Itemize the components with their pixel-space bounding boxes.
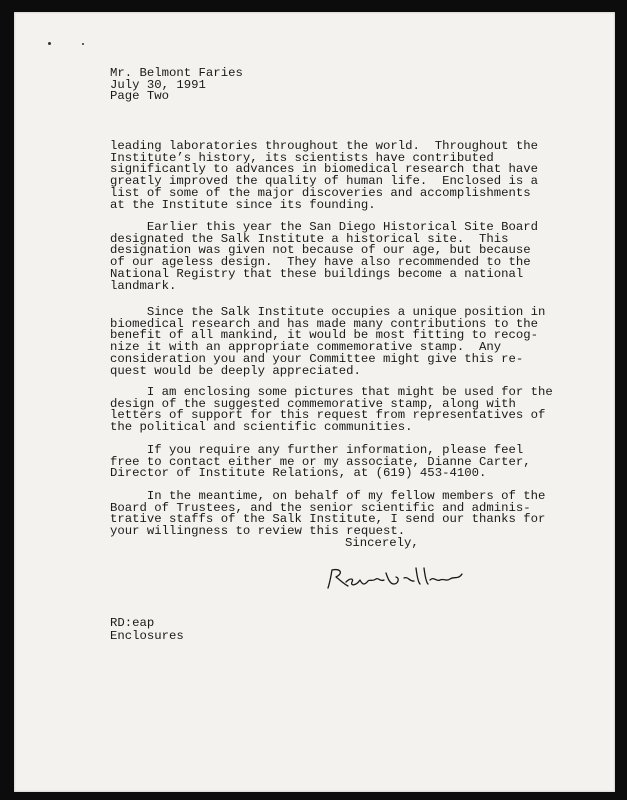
valediction: Sincerely,: [345, 536, 419, 550]
paragraph-1: leading laboratories throughout the world. Throughout the Institute’s history, its scientists have contributed significantly to advances in biomedical research that have greatly improved the quality of human life. Enclosed is a list of some of the major discoveries and accomplishments at the Institute since its founding.: [110, 139, 539, 212]
paper-speck: [82, 43, 84, 45]
letter-footer: [110, 617, 184, 643]
paper-speck: [48, 42, 51, 45]
handwritten-signature: [322, 564, 472, 592]
paragraph-6: In the meantime, on behalf of my fellow members of the Board of Trustees, and the senior scientific and adminis- trative staffs of the Salk Institute, I send our thanks for your willingness to review this request.: [110, 489, 546, 539]
paragraph-5: If you require any further information, please feel free to contact either me or my associate, Dianne Carter, Director of Institute Relations, at (619) 453-4100.: [110, 443, 531, 481]
enclosures-note: Enclosures: [110, 629, 184, 643]
letter-header: [110, 68, 243, 103]
paragraph-4: I am enclosing some pictures that might be used for the design of the suggested commemorative stamp, along with letters of support for this request from representatives of the political and scientific communities.: [110, 385, 553, 435]
recipient-name: Mr. Belmont Faries: [110, 66, 243, 80]
paragraph-3: Since the Salk Institute occupies a unique position in biomedical research and has made many contributions to the benefit of all mankind, it would be most fitting to recog- nize it with an appropriate commemorative stamp. Any consideration you and your Committee might give this re- quest would be deeply appreciated.: [110, 305, 546, 378]
typist-initials: RD:eap: [110, 616, 155, 630]
page-number: Page Two: [110, 89, 170, 104]
letter-date: July 30, 1991: [110, 77, 206, 92]
paragraph-2: Earlier this year the San Diego Historical Site Board designated the Salk Institute a historical site. This designation was given not because of our age, but because of our ageless design. They have also recommended to the National Registry that these buildings become a national landmark.: [110, 220, 539, 293]
